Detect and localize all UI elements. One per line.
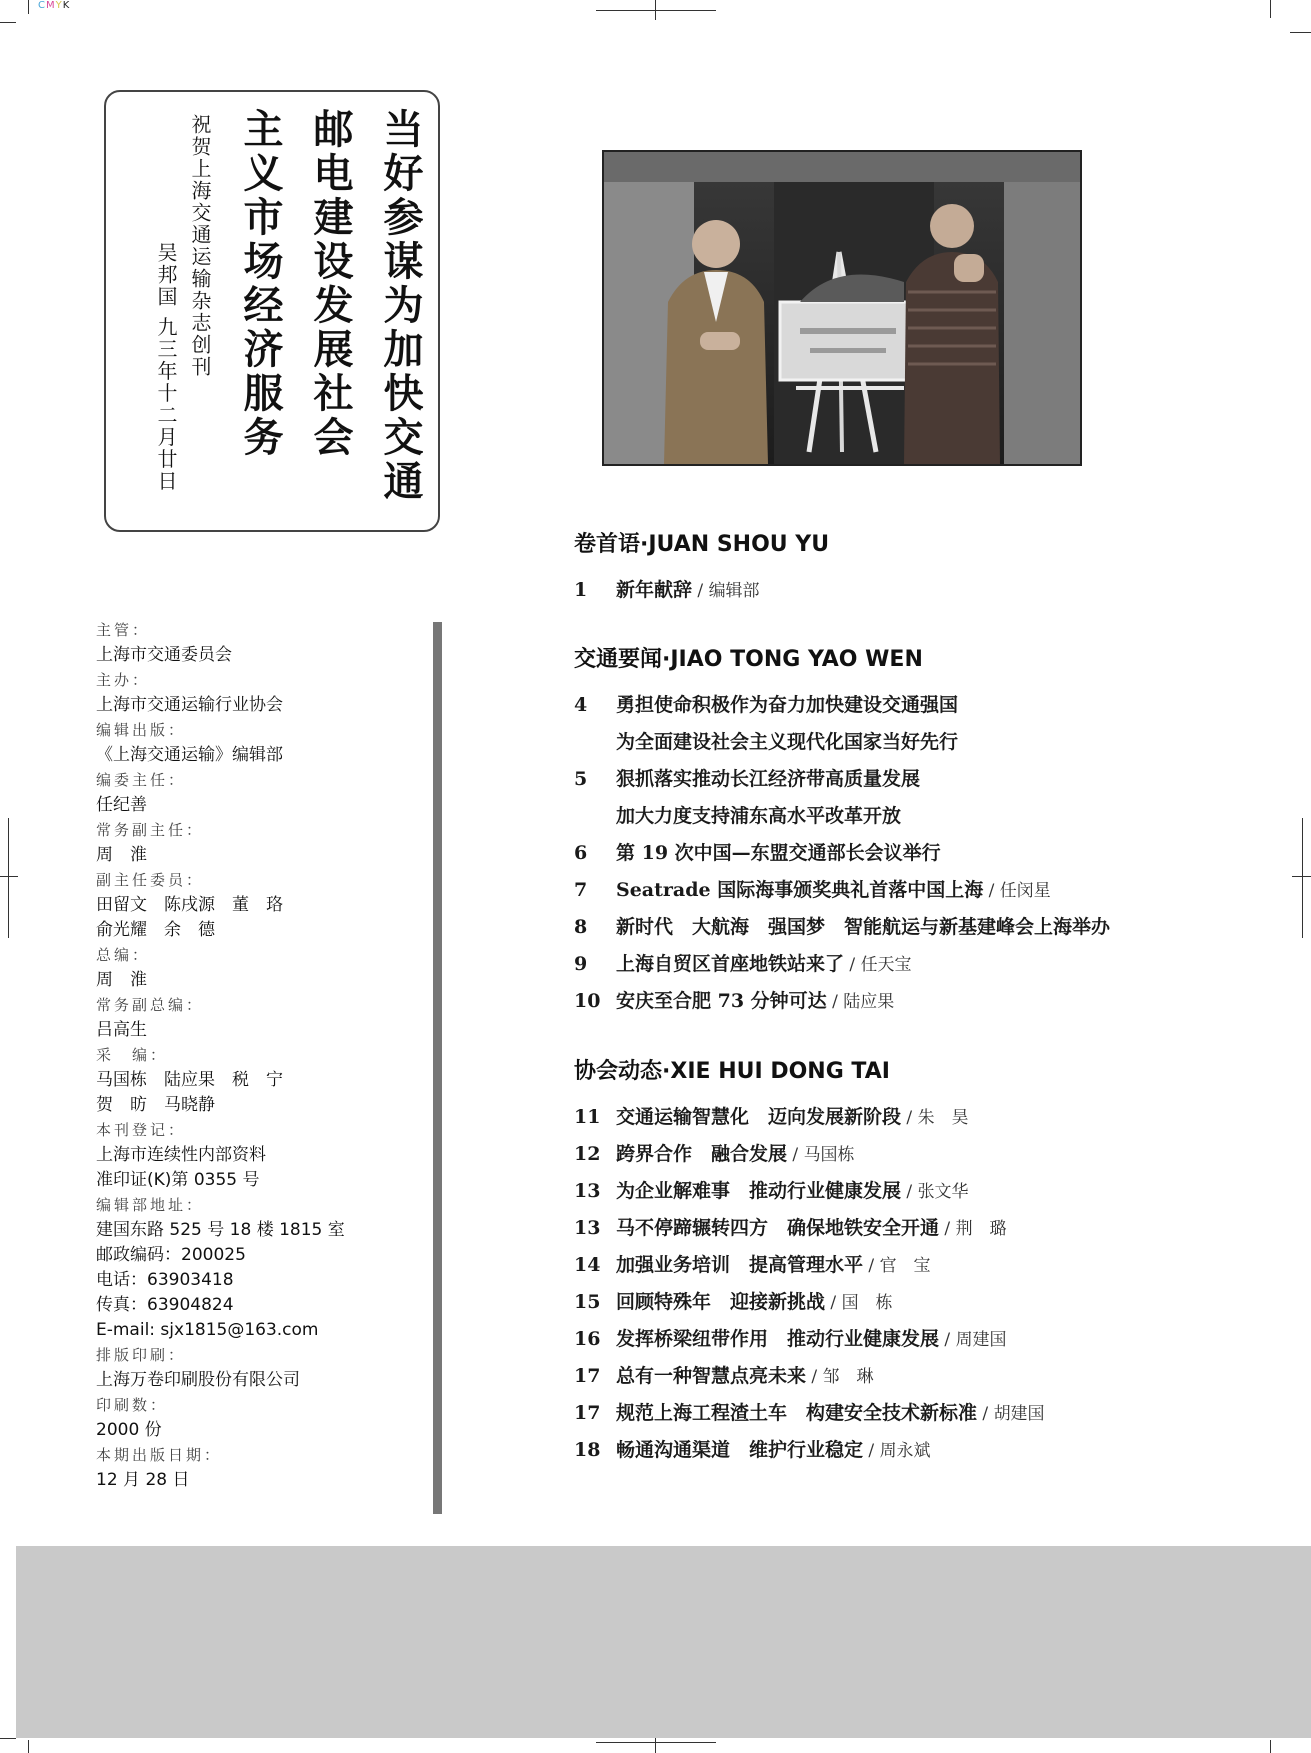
crop-mark — [1290, 32, 1311, 33]
masthead — [96, 618, 416, 1493]
toc-entry[interactable] — [574, 1432, 1274, 1469]
toc-author-sep: / — [901, 1182, 918, 1202]
toc-title: 第 19 次中国—东盟交通部长会议举行 — [616, 842, 941, 864]
masthead-label: 编辑出版： — [96, 721, 187, 739]
masthead-value: 建国东路 525 号 18 楼 1815 室 — [96, 1220, 345, 1240]
toc-page-number: 17 — [574, 1365, 601, 1387]
toc-title — [616, 1247, 931, 1285]
toc-page-number: 5 — [574, 768, 588, 790]
toc-author: 国 栋 — [841, 1293, 893, 1313]
masthead-value: 上海市连续性内部资料 — [96, 1145, 266, 1165]
cmyk-c: C — [38, 0, 46, 11]
toc-entry[interactable] — [574, 724, 1274, 761]
cmyk-y: Y — [55, 0, 63, 11]
toc-title-text: 规范上海工程渣土车 构建安全技术新标准 — [616, 1402, 978, 1424]
toc-title-text: Seatrade 国际海事颁奖典礼首落中国上海 — [616, 879, 984, 901]
calligraphy-dedication: 祝贺上海交通运输杂志创刊 — [188, 114, 212, 378]
toc-entry[interactable] — [574, 835, 1274, 872]
toc-author-sep: / — [863, 1441, 880, 1461]
toc-author: 任天宝 — [860, 955, 912, 975]
toc-title: 为全面建设社会主义现代化国家当好先行 — [616, 731, 959, 753]
toc-title — [616, 872, 1051, 910]
crop-mark — [28, 0, 29, 14]
masthead-label: 常务副总编： — [96, 996, 205, 1014]
toc-section-jiaotongyaowen — [574, 645, 1274, 1020]
toc-entry[interactable] — [574, 1284, 1274, 1321]
toc-page-number: 11 — [574, 1106, 601, 1128]
toc-title — [616, 1284, 893, 1322]
crop-mark — [1302, 818, 1303, 938]
masthead-label: 总编： — [96, 946, 151, 964]
calligraphy-column-3: 主义市场经济服务 — [237, 108, 284, 460]
toc-entry[interactable] — [574, 798, 1274, 835]
masthead-value: 电话：63903418 — [96, 1270, 234, 1290]
masthead-value: 准印证(K)第 0355 号 — [96, 1170, 260, 1190]
column-divider — [433, 622, 442, 1514]
toc-author: 张文华 — [917, 1182, 969, 1202]
toc-title — [616, 946, 912, 984]
cmyk-color-bar — [38, 0, 70, 11]
toc-section-heading: 协会动态·XIE HUI DONG TAI — [574, 1059, 890, 1084]
toc-author: 编辑部 — [708, 581, 760, 601]
masthead-label: 本期出版日期： — [96, 1446, 223, 1464]
toc-page-number: 6 — [574, 842, 588, 864]
toc-page-number: 7 — [574, 879, 588, 901]
toc-page-number: 9 — [574, 953, 588, 975]
toc-page-number: 12 — [574, 1143, 601, 1165]
toc-author: 任闵星 — [999, 881, 1051, 901]
toc-title-text: 发挥桥梁纽带作用 推动行业健康发展 — [616, 1328, 940, 1350]
toc-entry[interactable] — [574, 1173, 1274, 1210]
toc-page-number: 17 — [574, 1402, 601, 1424]
masthead-value: 2000 份 — [96, 1420, 162, 1440]
unveiling-photo — [602, 150, 1082, 466]
masthead-value: 贺 昉 马晓静 — [96, 1095, 215, 1115]
toc-author-sep: / — [844, 955, 861, 975]
crop-mark — [0, 22, 16, 23]
toc-author: 马国栋 — [803, 1145, 855, 1165]
crop-mark — [8, 818, 9, 938]
toc-entry[interactable] — [574, 1321, 1274, 1358]
toc-page-number: 14 — [574, 1254, 601, 1276]
toc-page-number: 15 — [574, 1291, 601, 1313]
masthead-label: 常务副主任： — [96, 821, 205, 839]
toc-author: 陆应果 — [843, 992, 895, 1012]
toc-entry[interactable] — [574, 1247, 1274, 1284]
toc-title-text: 上海自贸区首座地铁站来了 — [616, 953, 845, 975]
toc-title — [616, 1358, 874, 1396]
toc-author-sep: / — [787, 1145, 804, 1165]
toc-title — [616, 983, 894, 1021]
toc-title — [616, 1136, 855, 1174]
toc-author: 官 宝 — [879, 1256, 931, 1276]
toc-title — [616, 1210, 1007, 1248]
toc-page-number: 13 — [574, 1217, 601, 1239]
masthead-value: 传真：63904824 — [96, 1295, 234, 1315]
toc-title-text: 跨界合作 融合发展 — [616, 1143, 788, 1165]
toc-entry[interactable] — [574, 1358, 1274, 1395]
toc-title-text: 总有一种智慧点亮未来 — [616, 1365, 807, 1387]
masthead-label: 采 编： — [96, 1046, 169, 1064]
masthead-value: 任纪善 — [96, 795, 147, 815]
toc-section-xiehuidongtai — [574, 1057, 1274, 1469]
toc-entry[interactable] — [574, 687, 1274, 724]
toc-title — [616, 1321, 1007, 1359]
masthead-label: 编委主任： — [96, 771, 187, 789]
toc-title-text: 交通运输智慧化 迈向发展新阶段 — [616, 1106, 902, 1128]
calligraphy-column-1: 当好参谋为加快交通 — [377, 108, 424, 504]
toc-author-sep: / — [983, 881, 1000, 901]
masthead-label: 本刊登记： — [96, 1121, 187, 1139]
crop-mark — [0, 1738, 16, 1739]
masthead-label: 主管： — [96, 621, 151, 639]
toc-entry[interactable] — [574, 946, 1274, 983]
masthead-value: 上海市交通运输行业协会 — [96, 695, 283, 715]
toc-author: 周建国 — [955, 1330, 1007, 1350]
calligraphy-inscription — [104, 90, 440, 532]
cmyk-m: M — [45, 0, 56, 11]
crop-mark — [0, 876, 18, 877]
masthead-value: 上海万卷印刷股份有限公司 — [96, 1370, 300, 1390]
calligraphy-column-2: 邮电建设发展社会 — [307, 108, 354, 460]
toc-title — [616, 572, 760, 610]
toc-author: 周永斌 — [879, 1441, 931, 1461]
toc-entry[interactable] — [574, 572, 1274, 609]
toc-title-text: 回顾特殊年 迎接新挑战 — [616, 1291, 826, 1313]
cmyk-k: K — [62, 0, 71, 11]
toc-page-number: 8 — [574, 916, 588, 938]
toc-entry[interactable] — [574, 872, 1274, 909]
toc-title — [616, 1395, 1045, 1433]
toc-author-sep: / — [939, 1219, 956, 1239]
toc-section-heading: 交通要闻·JIAO TONG YAO WEN — [574, 647, 923, 672]
masthead-value: 《上海交通运输》编辑部 — [96, 745, 283, 765]
unveiling-photo-illustration — [604, 152, 1080, 464]
crop-mark — [596, 10, 716, 11]
masthead-value: 吕高生 — [96, 1020, 147, 1040]
toc-title — [616, 1099, 969, 1137]
masthead-value: 俞光耀 余 德 — [96, 920, 215, 940]
masthead-value: 周 淮 — [96, 845, 147, 865]
toc-page-number: 13 — [574, 1180, 601, 1202]
toc-title — [616, 1432, 931, 1470]
toc-title: 加大力度支持浦东高水平改革开放 — [616, 805, 902, 827]
toc-author: 荆 璐 — [955, 1219, 1007, 1239]
crop-mark — [596, 1742, 716, 1743]
toc-page-number: 4 — [574, 694, 588, 716]
toc-author-sep: / — [825, 1293, 842, 1313]
crop-mark — [1270, 0, 1271, 18]
toc-author: 胡建国 — [993, 1404, 1045, 1424]
toc-author-sep: / — [863, 1256, 880, 1276]
toc-author: 朱 昊 — [917, 1108, 969, 1128]
toc-title-text: 马不停蹄辗转四方 确保地铁安全开通 — [616, 1217, 940, 1239]
masthead-value: 田留文 陈戌源 董 珞 — [96, 895, 283, 915]
toc-entry[interactable] — [574, 983, 1274, 1020]
toc-entry[interactable] — [574, 1395, 1274, 1432]
toc-author-sep: / — [826, 992, 844, 1012]
masthead-label: 印刷数： — [96, 1396, 169, 1414]
toc-page-number: 1 — [574, 579, 588, 601]
crop-mark — [1292, 876, 1311, 877]
toc-page-number: 18 — [574, 1439, 601, 1461]
toc-author-sep: / — [692, 581, 709, 601]
toc-entry[interactable] — [574, 1099, 1274, 1136]
toc-title-text: 安庆至合肥 73 分钟可达 — [616, 990, 827, 1012]
calligraphy-signature: 吴邦国 九三年十二月廿日 — [154, 242, 178, 493]
toc-entry[interactable] — [574, 1136, 1274, 1173]
crop-mark — [28, 1740, 29, 1753]
masthead-value: 上海市交通委员会 — [96, 645, 232, 665]
crop-mark — [1270, 1740, 1271, 1753]
toc-title-text: 加强业务培训 提高管理水平 — [616, 1254, 864, 1276]
toc-title-text: 新年献辞 — [616, 579, 693, 601]
masthead-value[interactable]: E-mail: sjx1815@163.com — [96, 1320, 319, 1340]
crop-mark — [655, 0, 656, 20]
masthead-value: 马国栋 陆应果 税 宁 — [96, 1070, 283, 1090]
toc-section-juanshouyu — [574, 530, 1274, 609]
masthead-value: 邮政编码：200025 — [96, 1245, 246, 1265]
masthead-value: 周 淮 — [96, 970, 147, 990]
toc-entry[interactable] — [574, 909, 1274, 946]
bottom-grey-band — [16, 1546, 1311, 1738]
masthead-value: 12 月 28 日 — [96, 1470, 190, 1490]
toc-author: 邹 琳 — [822, 1367, 874, 1387]
toc-title: 新时代 大航海 强国梦 智能航运与新基建峰会上海举办 — [616, 916, 1111, 938]
masthead-label: 排版印刷： — [96, 1346, 187, 1364]
toc-section-heading: 卷首语·JUAN SHOU YU — [574, 532, 830, 557]
toc-author-sep: / — [939, 1330, 956, 1350]
masthead-label: 编辑部地址： — [96, 1196, 205, 1214]
toc-title-text: 畅通沟通渠道 维护行业稳定 — [616, 1439, 864, 1461]
masthead-label: 主办： — [96, 671, 151, 689]
toc-page-number: 16 — [574, 1328, 601, 1350]
masthead-label: 副主任委员： — [96, 871, 205, 889]
toc-author-sep: / — [977, 1404, 994, 1424]
toc-author-sep: / — [901, 1108, 918, 1128]
toc-page-number: 10 — [574, 990, 601, 1012]
toc-title-text: 为企业解难事 推动行业健康发展 — [616, 1180, 902, 1202]
toc-entry[interactable] — [574, 1210, 1274, 1247]
toc-entry[interactable] — [574, 761, 1274, 798]
toc-author-sep: / — [806, 1367, 823, 1387]
toc-title — [616, 1173, 969, 1211]
toc-title: 勇担使命积极作为奋力加快建设交通强国 — [616, 694, 959, 716]
toc-title: 狠抓落实推动长江经济带高质量发展 — [616, 768, 921, 790]
